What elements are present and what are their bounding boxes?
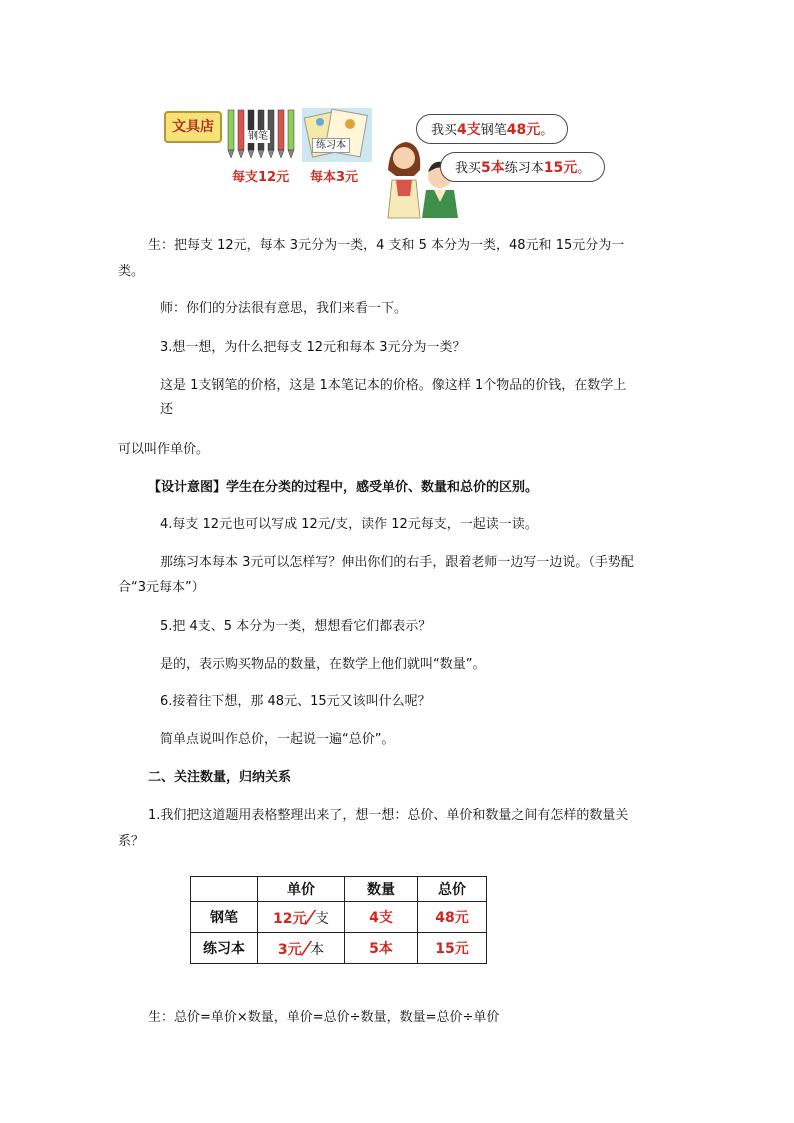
price-table — [190, 876, 487, 964]
paragraph-teacher: 师：你们的分法很有意思，我们来看一下。 — [160, 301, 408, 316]
pen-label: 钢笔 — [248, 131, 268, 142]
table-cell-unit-price — [258, 902, 345, 933]
paragraph-question-6: 6.接着往下想，那 48元、15元又该叫什么呢？ — [160, 694, 431, 709]
table-header-quantity: 数量 — [345, 877, 418, 902]
speech-bubble-girl — [416, 114, 568, 144]
table-cell-item: 钢笔 — [191, 902, 258, 933]
table-header-row — [191, 877, 487, 902]
table-header-unit-price: 单价 — [258, 877, 345, 902]
table-cell-quantity: 5本 — [345, 933, 418, 964]
exercise-book-icon — [302, 108, 372, 162]
table-row — [191, 933, 487, 964]
paragraph-unit-price-explain-cont1: 还 — [160, 402, 174, 417]
slash-mark: / — [298, 937, 313, 959]
stationery-illustration — [160, 100, 600, 220]
books-image — [302, 108, 372, 162]
bubble1-mid: 钢笔 — [480, 123, 507, 138]
table-header-corner — [191, 877, 258, 902]
book-label: 练习本 — [312, 138, 350, 153]
paragraph-question-4: 4.每支 12元也可以写成 12元/支，读作 12元每支，一起读一读。 — [160, 517, 538, 532]
bubble1-qty: 4支 — [457, 122, 481, 138]
pens-image — [226, 108, 300, 160]
section-heading-2: 二、关注数量，归纳关系 — [148, 770, 292, 785]
paragraph-table-intro-cont: 系？ — [118, 834, 145, 849]
paragraph-question-3: 3.想一想，为什么把每支 12元和每本 3元分为一类？ — [160, 340, 466, 355]
bubble1-post: 。 — [540, 123, 554, 138]
paragraph-exercise-book-cont: 合“3元每本”） — [118, 580, 205, 595]
table-cell-total: 15元 — [418, 933, 487, 964]
unit-price-unit: 支 — [315, 910, 330, 927]
speech-bubble-boy — [440, 152, 605, 182]
unit-price-unit: 本 — [310, 941, 325, 958]
bubble2-pre: 我买 — [455, 161, 482, 176]
bubble1-pre: 我买 — [431, 123, 458, 138]
paragraph-formula: 生：总价=单价×数量，单价=总价÷数量，数量=总价÷单价 — [148, 1010, 500, 1025]
bubble2-total: 15元 — [543, 160, 578, 176]
unit-price-number: 3元 — [277, 941, 302, 958]
unit-price-number: 12元 — [272, 910, 307, 927]
paragraph-question-5: 5.把 4支、5 本分为一类，想想看它们都表示？ — [160, 619, 432, 634]
pen-unit-price: 每支12元 — [232, 170, 290, 185]
paragraph-exercise-book: 那练习本每本 3元可以怎样写？伸出你们的右手，跟着老师一边写一边说。（手势配 — [160, 555, 634, 570]
table-cell-quantity: 4支 — [345, 902, 418, 933]
bubble2-mid: 练习本 — [504, 161, 544, 176]
table-header-total: 总价 — [418, 877, 487, 902]
table-cell-item: 练习本 — [191, 933, 258, 964]
paragraph-unit-price-explain-cont2: 可以叫作单价。 — [118, 442, 210, 457]
paragraph-unit-price-explain: 这是 1支钢笔的价格，这是 1本笔记本的价格。像这样 1个物品的价钱，在数学上 — [160, 378, 627, 393]
paragraph-student-answer-cont: 类。 — [118, 264, 145, 279]
shop-sign: 文具店 — [164, 111, 222, 143]
paragraph-total-price: 简单点说叫作总价，一起说一遍“总价”。 — [160, 732, 395, 747]
paragraph-quantity: 是的，表示购买物品的数量，在数学上他们就叫“数量”。 — [160, 657, 486, 672]
design-intent: 【设计意图】学生在分类的过程中，感受单价、数量和总价的区别。 — [148, 480, 539, 495]
paragraph-table-intro: 1.我们把这道题用表格整理出来了，想一想：总价、单价和数量之间有怎样的数量关 — [148, 808, 629, 823]
table-cell-unit-price — [258, 933, 345, 964]
book-unit-price: 每本3元 — [310, 170, 359, 185]
table-row — [191, 902, 487, 933]
paragraph-student-answer: 生：把每支 12元，每本 3元分为一类，4 支和 5 本分为一类，48元和 15元分为一 — [148, 238, 625, 253]
bubble2-qty: 5本 — [481, 160, 505, 176]
bubble2-post: 。 — [577, 161, 591, 176]
bubble1-total: 48元 — [506, 122, 541, 138]
table-cell-total: 48元 — [418, 902, 487, 933]
slash-mark: / — [303, 906, 318, 928]
